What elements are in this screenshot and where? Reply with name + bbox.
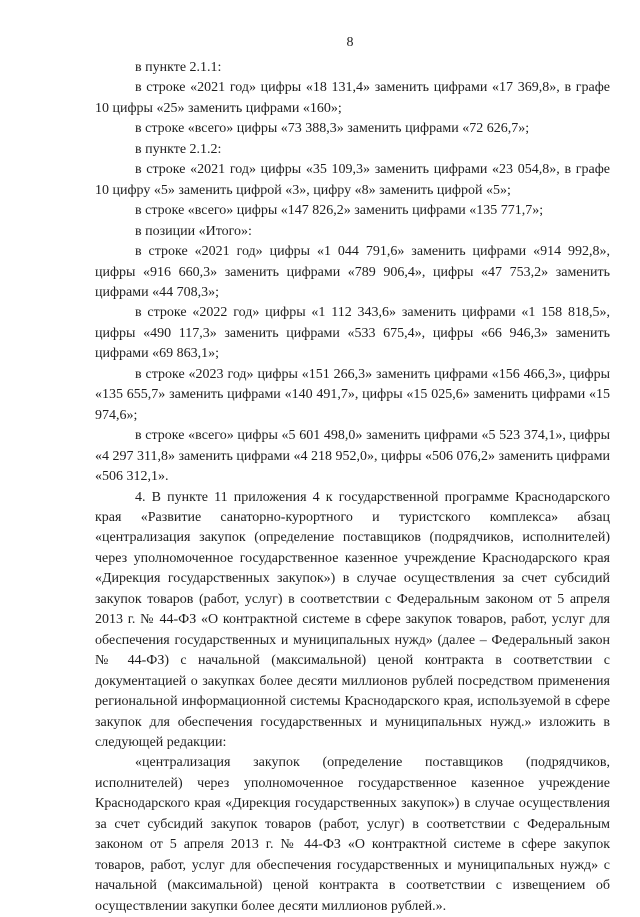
paragraph: в строке «всего» цифры «5 601 498,0» заменить цифрами «5 523 374,1», цифры «4 297 311,8» заменить цифрами «4 218 952,0», цифры «506 076,2» заменить цифрами «506 312,1». (95, 428, 610, 485)
paragraph: в пункте 2.1.1: (135, 60, 222, 75)
document-body (95, 58, 610, 917)
paragraph: в строке «2021 год» цифры «18 131,4» заменить цифрами «17 369,8», в графе 10 цифры «25» заменить цифрами «160»; (95, 80, 610, 116)
paragraph: в строке «всего» цифры «147 826,2» заменить цифрами «135 771,7»; (135, 203, 544, 219)
paragraph: в строке «всего» цифры «73 388,3» заменить цифрами «72 626,7»; (135, 121, 530, 137)
paragraph: «централизация закупок (определение поставщиков (подрядчиков, исполнителей) через уполномоченное государственное казенное учреждение Краснодарского края «Дирекция государственных закупок») в случае осуществления за счет субсидий закупок товаров (работ, услуг) в соответствии с Федеральным законом от 5 апреля 2013 г. № 44-ФЗ «О контрактной системе в сфере закупок товаров, работ, услуг для обеспечения государственных и муниципальных нужд» с начальной (максимальной) ценой контракта в соответствии с извещением об осуществлении закупки более десяти миллионов рублей.». (95, 755, 610, 914)
paragraph: в строке «2021 год» цифры «1 044 791,6» заменить цифрами «914 992,8», цифры «916 660,3» заменить цифрами «789 906,4», цифры «47 753,2» заменить цифрами «44 708,3»; (95, 244, 610, 300)
paragraph: в строке «2023 год» цифры «151 266,3» заменить цифрами «156 466,3», цифры «135 655,7» заменить цифрами «140 491,7», цифры «15 025,6» заменить цифрами «15 974,6»; (95, 366, 610, 423)
paragraph: 4. В пункте 11 приложения 4 к государственной программе Краснодарского края «Развитие санаторно-курортного и туристского комплекса» абзац «централизация закупок (определение поставщиков (подрядчиков, исполнителей) через уполномоченное государственное казенное учреждение Краснодарского края «Дирекция государственных закупок») в случае осуществления за счет субсидий закупок товаров (работ, услуг) в соответствии с Федеральным законом от 5 апреля 2013 г. № 44-ФЗ «О контрактной системе в сфере закупок товаров, работ, услуг для обеспечения государственных и муниципальных нужд» (далее – Федеральный закон № 44-ФЗ) с начальной (максимальной) ценой контракта в соответствии с документацией о закупках более десяти миллионов рублей посредством применения региональной информационной системы Краснодарского края, используемой в сфере закупок для обеспечения государственных и муниципальных нужд.» изложить в следующей редакции: (95, 489, 610, 750)
page-number: 8 (346, 35, 354, 50)
paragraph: в позиции «Итого»: (135, 223, 252, 239)
paragraph: в пункте 2.1.2: (135, 141, 222, 157)
paragraph: в строке «2022 год» цифры «1 112 343,6» заменить цифрами «1 158 818,5», цифры «490 117,3» заменить цифрами «533 675,4», цифры «66 946,3» заменить цифрами «69 863,1»; (95, 305, 610, 362)
paragraph: в строке «2021 год» цифры «35 109,3» заменить цифрами «23 054,8», в графе 10 цифру «5» заменить цифрой «3», цифру «8» заменить цифрой «5»; (95, 162, 610, 198)
